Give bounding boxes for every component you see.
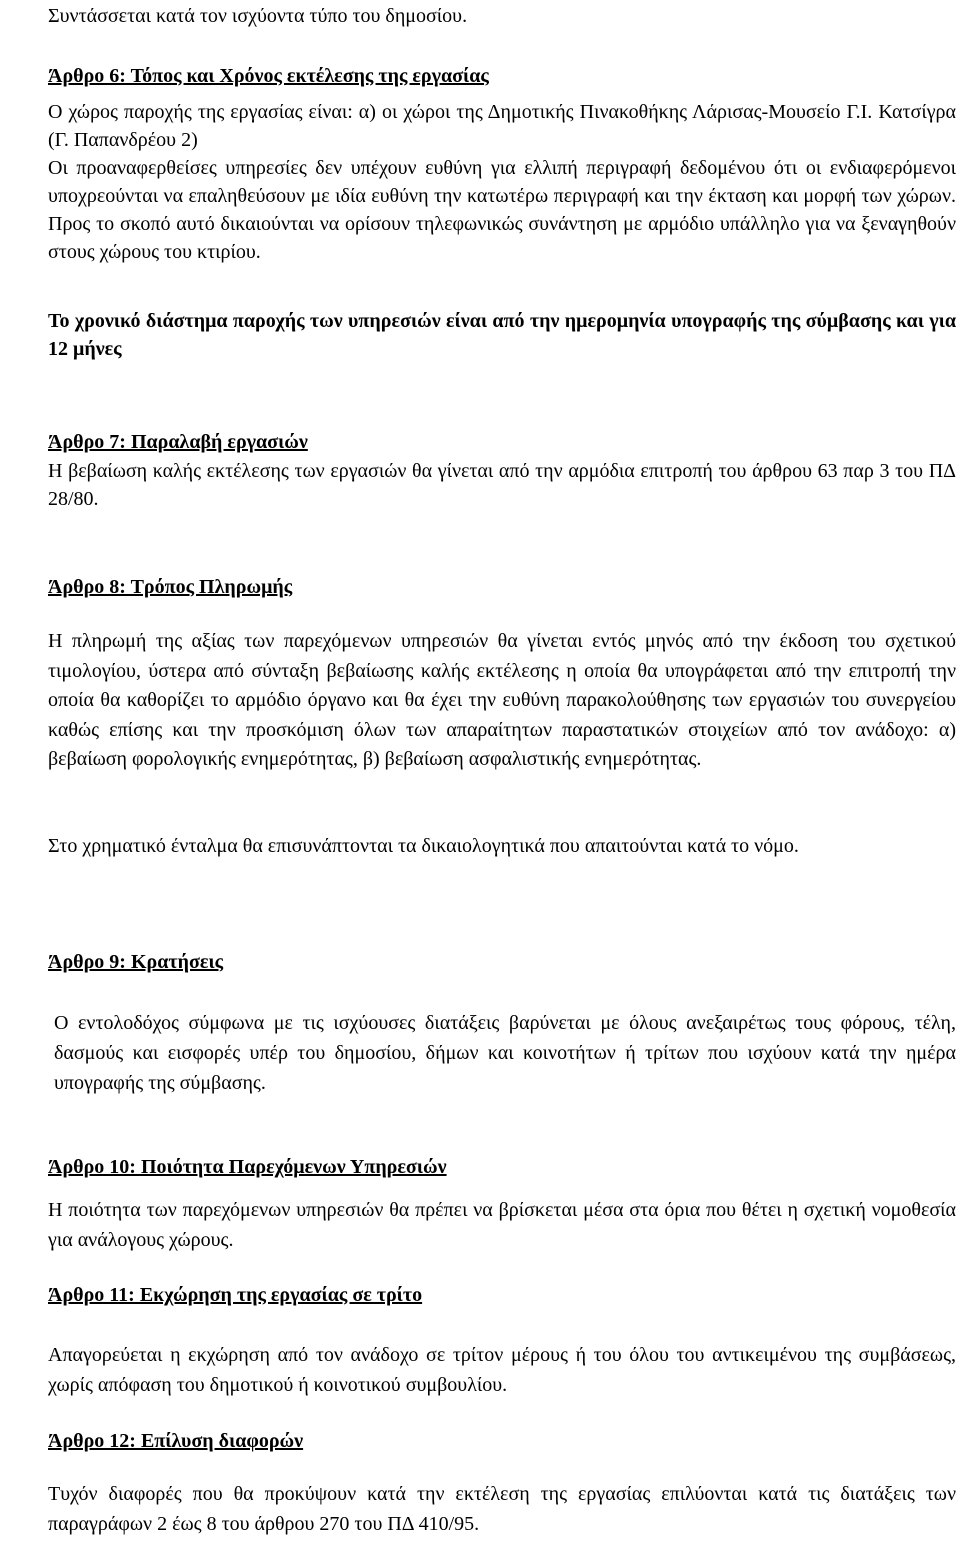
article-7-para: Η βεβαίωση καλής εκτέλεσης των εργασιών θα γίνεται από την αρμόδια επιτροπή του άρθρου 63 παρ 3 του ΠΔ 28/80. bbox=[48, 460, 956, 510]
article-11-para: Απαγορεύεται η εκχώρηση από τον ανάδοχο σε τρίτον μέρους ή του όλου του αντικειμένου της συμβάσεως, χωρίς απόφαση του δημοτικού ή κοινοτικού συμβουλίου. bbox=[48, 1344, 956, 1396]
article-6-para-location: Ο χώρος παροχής της εργασίας είναι: α) οι χώροι της Δημοτικής Πινακοθήκης Λάρισας-Μουσείο Γ.Ι. Κατσίγρα (Γ. Παπανδρέου 2) bbox=[48, 101, 956, 151]
article-9-para: Ο εντολοδόχος σύμφωνα με τις ισχύουσες διατάξεις βαρύνεται με όλους ανεξαιρέτως τους φόρους, τέλη, δασμούς και εισφορές υπέρ του δημοσίου, δήμων και κοινοτήτων ή τρίτων που ισχύουν κατά την ημέρα υπογραφής της σύμβασης. bbox=[54, 1012, 956, 1094]
article-8-heading: Άρθρο 8: Τρόπος Πληρωμής bbox=[48, 576, 293, 598]
article-6-para-responsibility: Οι προαναφερθείσες υπηρεσίες δεν υπέχουν ευθύνη για ελλιπή περιγραφή δεδομένου ότι οι ενδιαφερόμενοι υποχρεούνται να επαληθεύσουν με ιδία ευθύνη την κατωτέρω περιγραφή και την έκταση και μορφή των χώρων. Προς το σκοπό αυτό δικαιούνται να ορίσουν τηλεφωνικώς συνάντηση με αρμόδιο υπάλληλο για να ξεναγηθούν στους χώρους του κτιρίου. bbox=[48, 157, 956, 263]
article-9-heading: Άρθρο 9: Κρατήσεις bbox=[48, 951, 224, 973]
article-8-para-payment: Η πληρωμή της αξίας των παρεχόμενων υπηρεσιών θα γίνεται εντός μηνός από την έκδοση του σχετικού τιμολογίου, ύστερα από σύνταξη βεβαίωσης καλής εκτέλεσης η οποία θα υπογράφεται από την επιτροπή την οποία θα καθορίζει το αρμόδιο όργανο και θα έχει την ευθύνη παρακολούθησης των εργασιών του συνεργείου καθώς επίσης και την προσκόμιση όλων των απαραίτητων παραστατικών στοιχείων από τον ανάδοχο: α) βεβαίωση φορολογικής ενημερότητας, β) βεβαίωση ασφαλιστικής ενημερότητας. bbox=[48, 630, 956, 770]
article-12-heading: Άρθρο 12: Επίλυση διαφορών bbox=[48, 1430, 304, 1452]
article-8-para-warrant: Στο χρηματικό ένταλμα θα επισυνάπτονται τα δικαιολογητικά που απαιτούνται κατά το νόμο. bbox=[48, 835, 799, 857]
article-6-para-duration: Το χρονικό διάστημα παροχής των υπηρεσιών είναι από την ημερομηνία υπογραφής της σύμβασης και για 12 μήνες bbox=[48, 310, 956, 360]
article-7-heading: Άρθρο 7: Παραλαβή εργασιών bbox=[48, 431, 308, 453]
article-11-heading: Άρθρο 11: Εκχώρηση της εργασίας σε τρίτο bbox=[48, 1284, 423, 1306]
intro-line: Συντάσσεται κατά τον ισχύοντα τύπο του δημοσίου. bbox=[48, 5, 468, 27]
article-10-heading: Άρθρο 10: Ποιότητα Παρεχόμενων Υπηρεσιών bbox=[48, 1156, 447, 1178]
article-6-heading: Άρθρο 6: Τόπος και Χρόνος εκτέλεσης της εργασίας bbox=[48, 65, 489, 87]
article-12-para: Τυχόν διαφορές που θα προκύψουν κατά την εκτέλεση της εργασίας επιλύονται κατά τις διατάξεις των παραγράφων 2 έως 8 του άρθρου 270 του ΠΔ 410/95. bbox=[48, 1483, 956, 1535]
article-10-para: Η ποιότητα των παρεχόμενων υπηρεσιών θα πρέπει να βρίσκεται μέσα στα όρια που θέτει η σχετική νομοθεσία για ανάλογους χώρους. bbox=[48, 1199, 956, 1251]
